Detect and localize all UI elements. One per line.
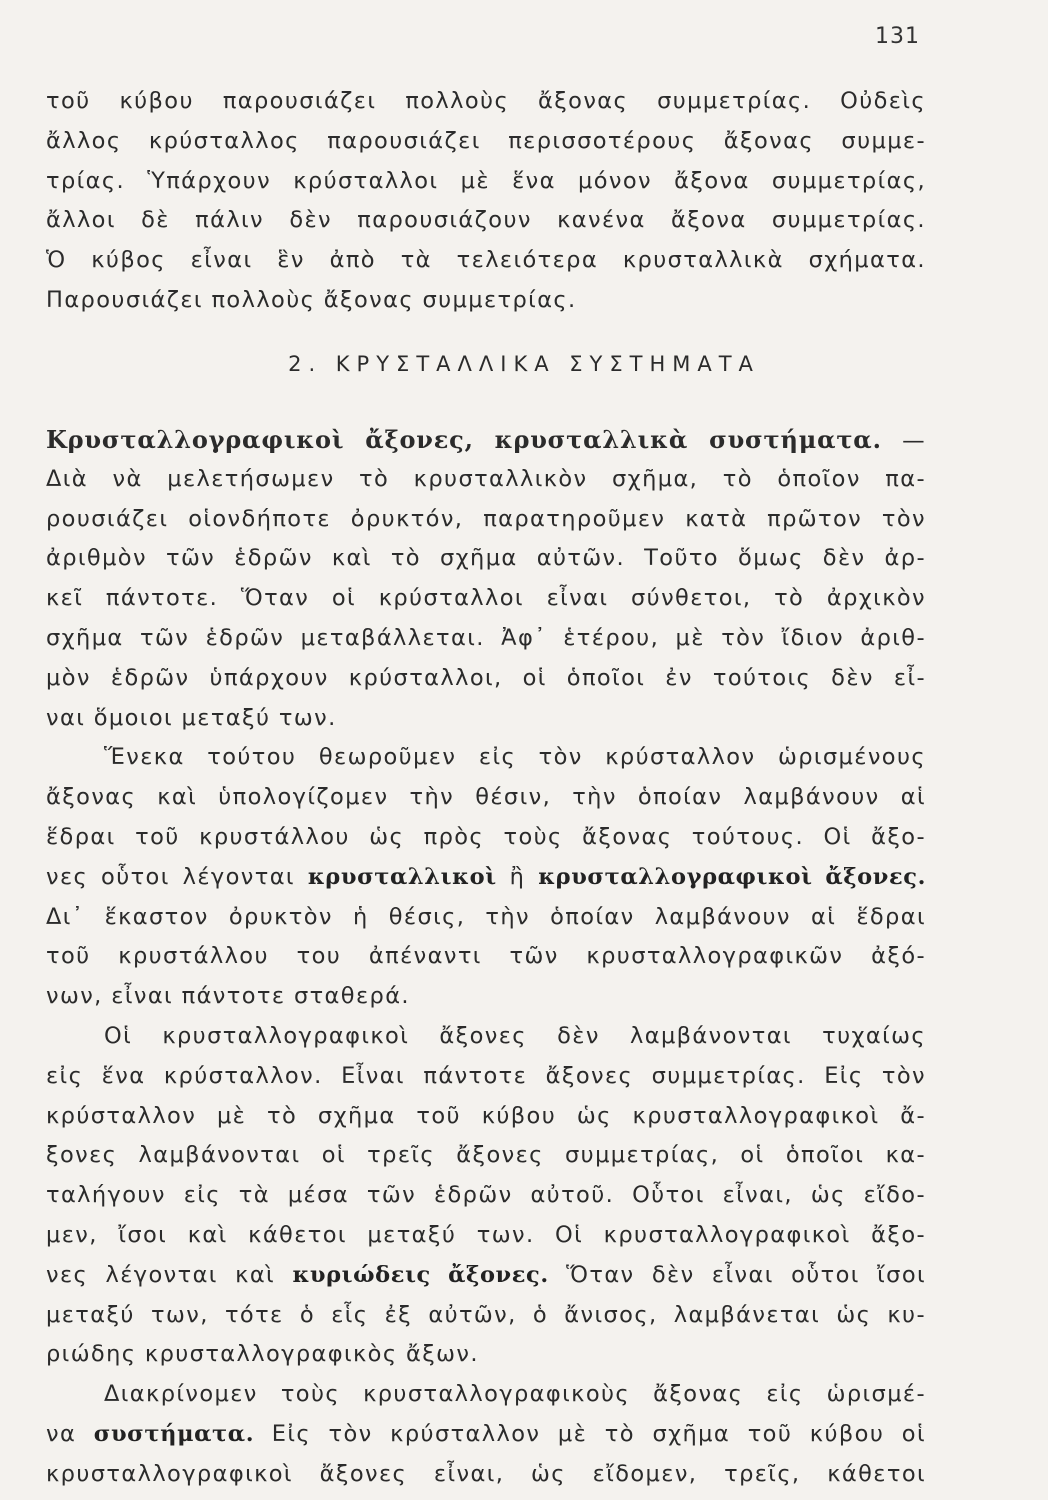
text-line: Ὁ κύβος εἶναι ἓν ἀπὸ τὰ τελειότερα κρυσταλλικὰ σχήματα. [46, 247, 926, 274]
text-line: μεν, ἴσοι καὶ κάθετοι μεταξύ των. Οἱ κρυσταλλογραφικοὶ ἄξο- [46, 1221, 926, 1248]
text-line: μὸν ἑδρῶν ὑπάρχουν κρύσταλλοι, οἱ ὁποῖοι ἐν τούτοις δὲν εἶ- [46, 664, 926, 691]
text-line: Δι᾽ ἕκαστον ὀρυκτὸν ἡ θέσις, τὴν ὁποίαν λαμβάνουν αἱ ἕδραι [46, 903, 926, 930]
paragraph-axes-definition [46, 738, 926, 1017]
text-line: ρουσιάζει οἱονδήποτε ὀρυκτόν, παρατηροῦμεν κατὰ πρῶτον τὸν [46, 505, 926, 532]
text-line: ἄλλος κρύσταλλος παρουσιάζει περισσοτέρους ἄξονας συμμε- [46, 127, 926, 154]
text-line: εἰς ἕνα κρύσταλλον. Εἶναι πάντοτε ἄξονες συμμετρίας. Εἰς τὸν [46, 1062, 926, 1089]
text-line [46, 1256, 926, 1296]
bold-term: κρυσταλλικοὶ [307, 863, 497, 890]
text-line [46, 858, 926, 898]
text-line: ταλήγουν εἰς τὰ μέσα τῶν ἑδρῶν αὐτοῦ. Οὗτοι εἶναι, ὡς εἴδο- [46, 1182, 926, 1209]
text-run: Εἰς τὸν κρύσταλλον μὲ τὸ σχῆμα τοῦ κύβου οἱ [254, 1420, 926, 1447]
text-line: σχῆμα τῶν ἑδρῶν μεταβάλλεται. Ἀφ᾽ ἑτέρου, μὲ τὸν ἴδιον ἀριθ- [46, 624, 926, 651]
text-line [46, 420, 926, 460]
text-line: ξονες λαμβάνονται οἱ τρεῖς ἄξονες συμμετρίας, οἱ ὁποῖοι κα- [46, 1142, 926, 1169]
text-line: τοῦ κρυστάλλου του ἀπέναντι τῶν κρυσταλλογραφικῶν ἀξό- [46, 943, 926, 970]
bold-term: κρυσταλλογραφικοὶ ἄξονες. [538, 863, 927, 890]
paragraph-symmetry-axes [46, 1017, 926, 1375]
text-line: Ἕνεκα τούτου θεωροῦμεν εἰς τὸν κρύσταλλον ὡρισμένους [104, 744, 926, 771]
text-line: ἕδραι τοῦ κρυστάλλου ὡς πρὸς τοὺς ἄξονας τούτους. Οἱ ἄξο- [46, 823, 926, 850]
text-line: Οἱ κρυσταλλογραφικοὶ ἄξονες δὲν λαμβάνονται τυχαίως [104, 1022, 926, 1049]
text-line: Παρουσιάζει πολλοὺς ἄξονας συμμετρίας. [46, 286, 577, 313]
text-line: ἀριθμὸν τῶν ἑδρῶν καὶ τὸ σχῆμα αὐτῶν. Τοῦτο ὅμως δὲν ἀρ- [46, 545, 926, 572]
text-run: νες λέγονται καὶ [46, 1261, 293, 1288]
text-line: ριώδης κρυσταλλογραφικὸς ἄξων. [46, 1341, 479, 1368]
paragraph-lead-heading: Κρυσταλλογραφικοὶ ἄξονες, κρυσταλλικὰ συστήματα. [46, 425, 882, 454]
text-run: νες οὗτοι λέγονται [46, 863, 308, 890]
text-line: Διὰ νὰ μελετήσωμεν τὸ κρυσταλλικὸν σχῆμα, τὸ ὁποῖον πα- [46, 465, 926, 492]
lead-dash: — [881, 428, 926, 454]
text-line: μεταξύ των, τότε ὁ εἷς ἐξ αὐτῶν, ὁ ἄνισος, λαμβάνεται ὡς κυ- [46, 1301, 926, 1328]
text-line: τοῦ κύβου παρουσιάζει πολλοὺς ἄξονας συμμετρίας. Οὐδεὶς [46, 88, 926, 114]
text-run: να [46, 1420, 94, 1447]
paragraph-systems [46, 1375, 926, 1494]
section-heading: 2. ΚΡΥΣΤΑΛΛΙΚΑ ΣΥΣΤΗΜΑΤΑ [288, 352, 760, 376]
text-line: τρίας. Ὑπάρχουν κρύσταλλοι μὲ ἕνα μόνον ἄξονα συμμετρίας, [46, 167, 926, 194]
text-run: Ὅταν δὲν εἶναι οὗτοι ἴσοι [548, 1261, 926, 1288]
text-line: ἄλλοι δὲ πάλιν δὲν παρουσιάζουν κανένα ἄξονα συμμετρίας. [46, 207, 926, 234]
text-line: κρύσταλλον μὲ τὸ σχῆμα τοῦ κύβου ὡς κρυσταλλογραφικοὶ ἄ- [46, 1102, 926, 1129]
text-line: ναι ὅμοιοι μεταξύ των. [46, 704, 337, 731]
text-line: νων, εἶναι πάντοτε σταθερά. [46, 983, 410, 1010]
text-line: ἄξονας καὶ ὑπολογίζομεν τὴν θέσιν, τὴν ὁποίαν λαμβάνουν αἱ [46, 784, 926, 811]
body-text [46, 420, 926, 1495]
text-run: ἢ [496, 863, 539, 890]
bold-term: κυριώδεις ἄξονες. [292, 1261, 549, 1288]
page-number: 131 [875, 24, 920, 49]
bold-term: συστήματα. [93, 1420, 255, 1447]
text-line: Διακρίνομεν τοὺς κρυσταλλογραφικοὺς ἄξονας εἰς ὡρισμέ- [104, 1381, 926, 1408]
paragraph-crystallographic-axes [46, 420, 926, 738]
text-line [46, 1415, 926, 1455]
text-line: κρυσταλλογραφικοὶ ἄξονες εἶναι, ὡς εἴδομεν, τρεῖς, κάθετοι [46, 1460, 926, 1487]
text-line: κεῖ πάντοτε. Ὅταν οἱ κρύσταλλοι εἶναι σύνθετοι, τὸ ἀρχικὸν [46, 585, 926, 612]
intro-paragraph [46, 82, 926, 321]
